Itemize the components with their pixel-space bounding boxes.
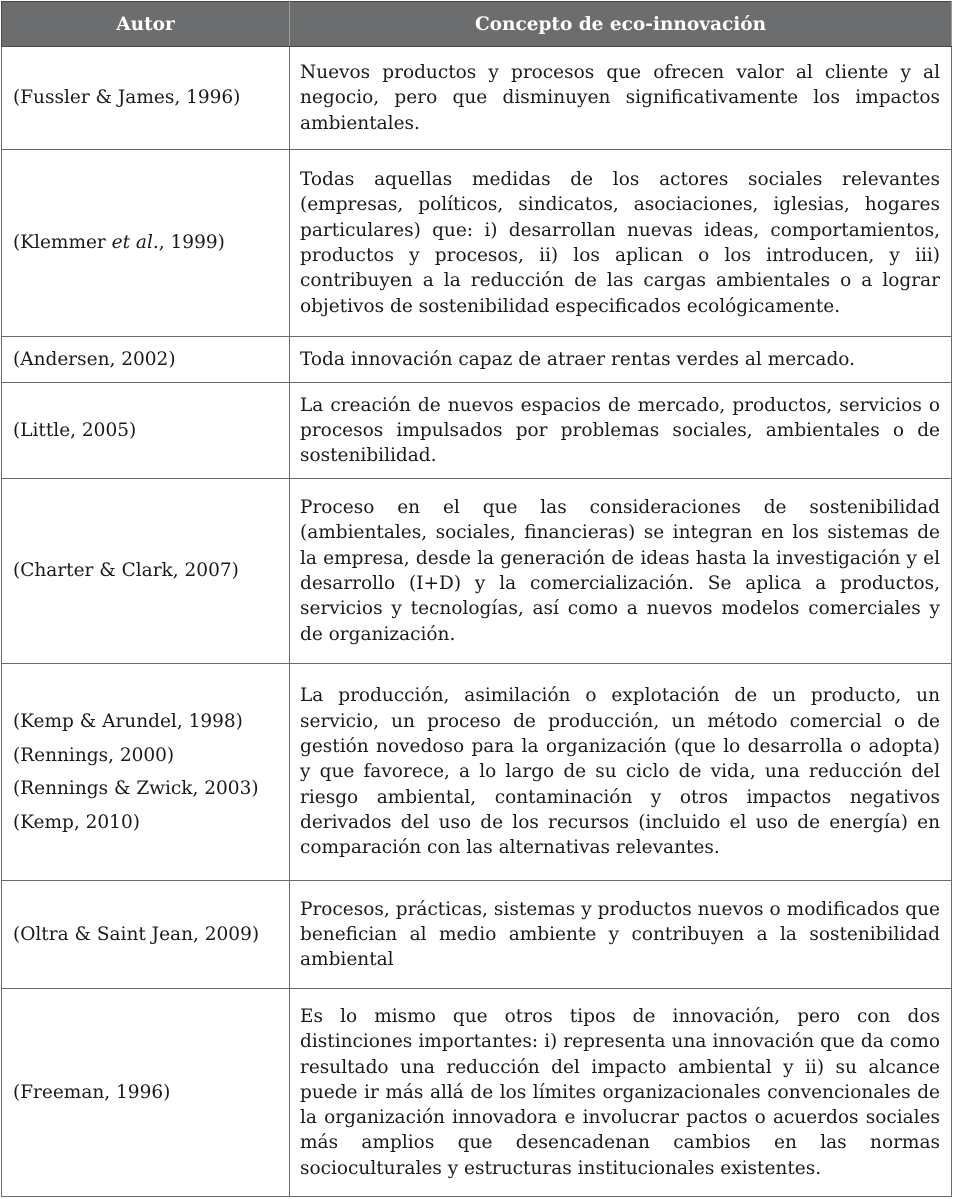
- author-year: , 1999): [158, 232, 225, 254]
- author-citation: (Oltra & Saint Jean, 2009): [13, 923, 260, 945]
- author-citation: (Andersen, 2002): [13, 348, 176, 370]
- table-row: [2, 664, 952, 881]
- author-citation: (Fussler & James, 1996): [13, 87, 241, 109]
- author-cell: [2, 47, 290, 150]
- author-citation: (Kemp, 2010): [13, 811, 140, 833]
- eco-innovation-table: [1, 1, 952, 1197]
- table-row: [2, 989, 952, 1197]
- table-row: [2, 383, 952, 479]
- author-citation: (Little, 2005): [13, 419, 137, 441]
- author-citation: (Rennings, 2000): [13, 744, 175, 766]
- author-citation: (Charter & Clark, 2007): [13, 560, 239, 582]
- concept-cell: Todas aquellas medidas de los actores sociales relevantes (empresas, políticos, sindicatos, asociaciones, iglesias, hogares particulares) que: i) desarrollan nuevas ideas, comportamientos, productos y procesos, ii) los aplican o los introducen, y iii) contribuyen a la reducción de las cargas ambientales o a lograr objetivos de sostenibilidad especificados ecológicamente.: [290, 150, 952, 337]
- concept-cell: Toda innovación capaz de atraer rentas verdes al mercado.: [290, 337, 952, 383]
- author-name: (Klemmer: [13, 232, 112, 254]
- concept-cell: Proceso en el que las consideraciones de sostenibilidad (ambientales, sociales, financieras) se integran en los sistemas de la empresa, desde la generación de ideas hasta la investigación y el desarrollo (I+D) y la comercialización. Se aplica a productos, servicios y tecnologías, así como a nuevos modelos comerciales y de organización.: [290, 479, 952, 664]
- author-cell: [2, 479, 290, 664]
- table-row: [2, 479, 952, 664]
- header-row: [2, 2, 952, 47]
- author-cell: [2, 383, 290, 479]
- concept-cell: La creación de nuevos espacios de mercado, productos, servicios o procesos impulsados por problemas sociales, ambientales o de sostenibilidad.: [290, 383, 952, 479]
- author-cell: [2, 989, 290, 1197]
- header-author: Autor: [2, 2, 290, 47]
- author-cell: [2, 664, 290, 881]
- table-row: [2, 47, 952, 150]
- author-cell: [2, 337, 290, 383]
- concept-cell: Nuevos productos y procesos que ofrecen valor al cliente y al negocio, pero que disminuyen significativamente los impactos ambientales.: [290, 47, 952, 150]
- author-cell: [2, 881, 290, 989]
- author-cell: [2, 150, 290, 337]
- author-citation: (Kemp & Arundel, 1998): [13, 711, 243, 732]
- table-row: [2, 150, 952, 337]
- author-citation: (Rennings & Zwick, 2003): [13, 778, 259, 799]
- concept-cell: Procesos, prácticas, sistemas y productos nuevos o modificados que benefician al medio ambiente y contribuyen a la sostenibilidad ambiental: [290, 881, 952, 989]
- author-citation: (Freeman, 1996): [13, 1081, 171, 1103]
- concept-cell: Es lo mismo que otros tipos de innovación, pero con dos distinciones importantes: i) representa una innovación que da como resultado una reducción del impacto ambiental y ii) su alcance puede ir más allá de los límites organizacionales convencionales de la organización innovadora e involucrar pactos o acuerdos sociales más amplios que desencadenan cambios en las normas socioculturales y estructuras institucionales existentes.: [290, 989, 952, 1197]
- author-citation: [13, 230, 281, 255]
- concept-cell: La producción, asimilación o explotación de un producto, un servicio, un proceso de producción, un método comercial o de gestión novedoso para la organización (que lo desarrolla o adopta) y que favorece, a lo largo de su ciclo de vida, una reducción del riesgo ambiental, contaminación y otros impactos negativos derivados del uso de los recursos (incluido el uso de energía) en comparación con las alternativas relevantes.: [290, 664, 952, 881]
- table-row: [2, 337, 952, 383]
- author-et-al: et al.: [111, 232, 159, 254]
- header-concept: Concepto de eco-innovación: [290, 2, 952, 47]
- table-row: [2, 881, 952, 989]
